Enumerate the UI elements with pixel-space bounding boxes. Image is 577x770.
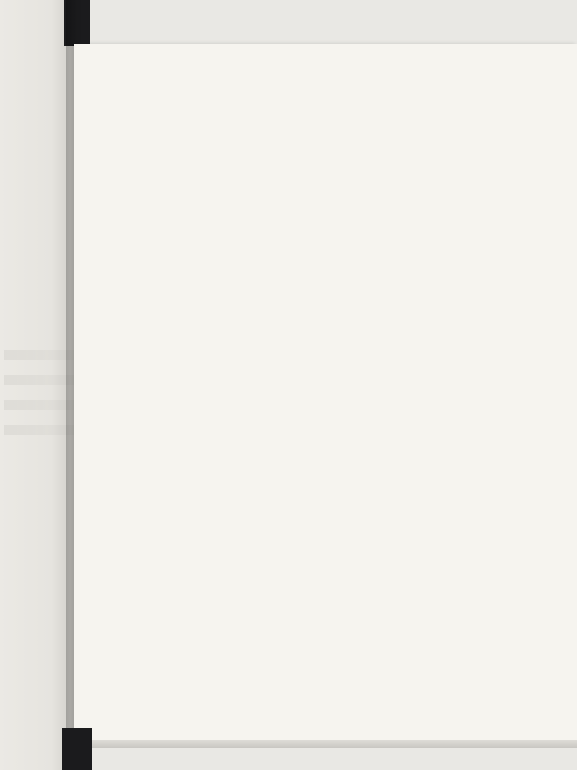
text-line bbox=[118, 348, 459, 368]
left-page bbox=[0, 0, 74, 770]
text-line bbox=[118, 517, 459, 537]
text-line bbox=[118, 620, 459, 640]
text-line bbox=[118, 286, 459, 306]
show-through-text bbox=[4, 400, 74, 410]
text-line bbox=[118, 266, 459, 286]
text-line bbox=[118, 579, 459, 599]
text-line bbox=[118, 450, 459, 470]
text-line bbox=[118, 409, 459, 429]
text-line bbox=[118, 538, 459, 558]
show-through-text bbox=[4, 350, 74, 360]
book-spine-bottom bbox=[62, 728, 92, 770]
text-line bbox=[118, 430, 459, 450]
text-line bbox=[118, 640, 459, 660]
show-through-text bbox=[4, 425, 74, 435]
text-line bbox=[118, 389, 459, 409]
show-through-text bbox=[4, 375, 74, 385]
text-line bbox=[138, 497, 459, 517]
text-line bbox=[118, 599, 459, 619]
text-line bbox=[118, 558, 459, 578]
text-line bbox=[118, 307, 459, 327]
text-line bbox=[118, 245, 459, 265]
text-line bbox=[118, 327, 459, 347]
text-line bbox=[118, 681, 459, 701]
text-line bbox=[118, 368, 459, 388]
text-line bbox=[118, 661, 459, 681]
text-line bbox=[118, 225, 459, 245]
page-edge bbox=[74, 740, 577, 748]
text-line bbox=[118, 471, 459, 491]
